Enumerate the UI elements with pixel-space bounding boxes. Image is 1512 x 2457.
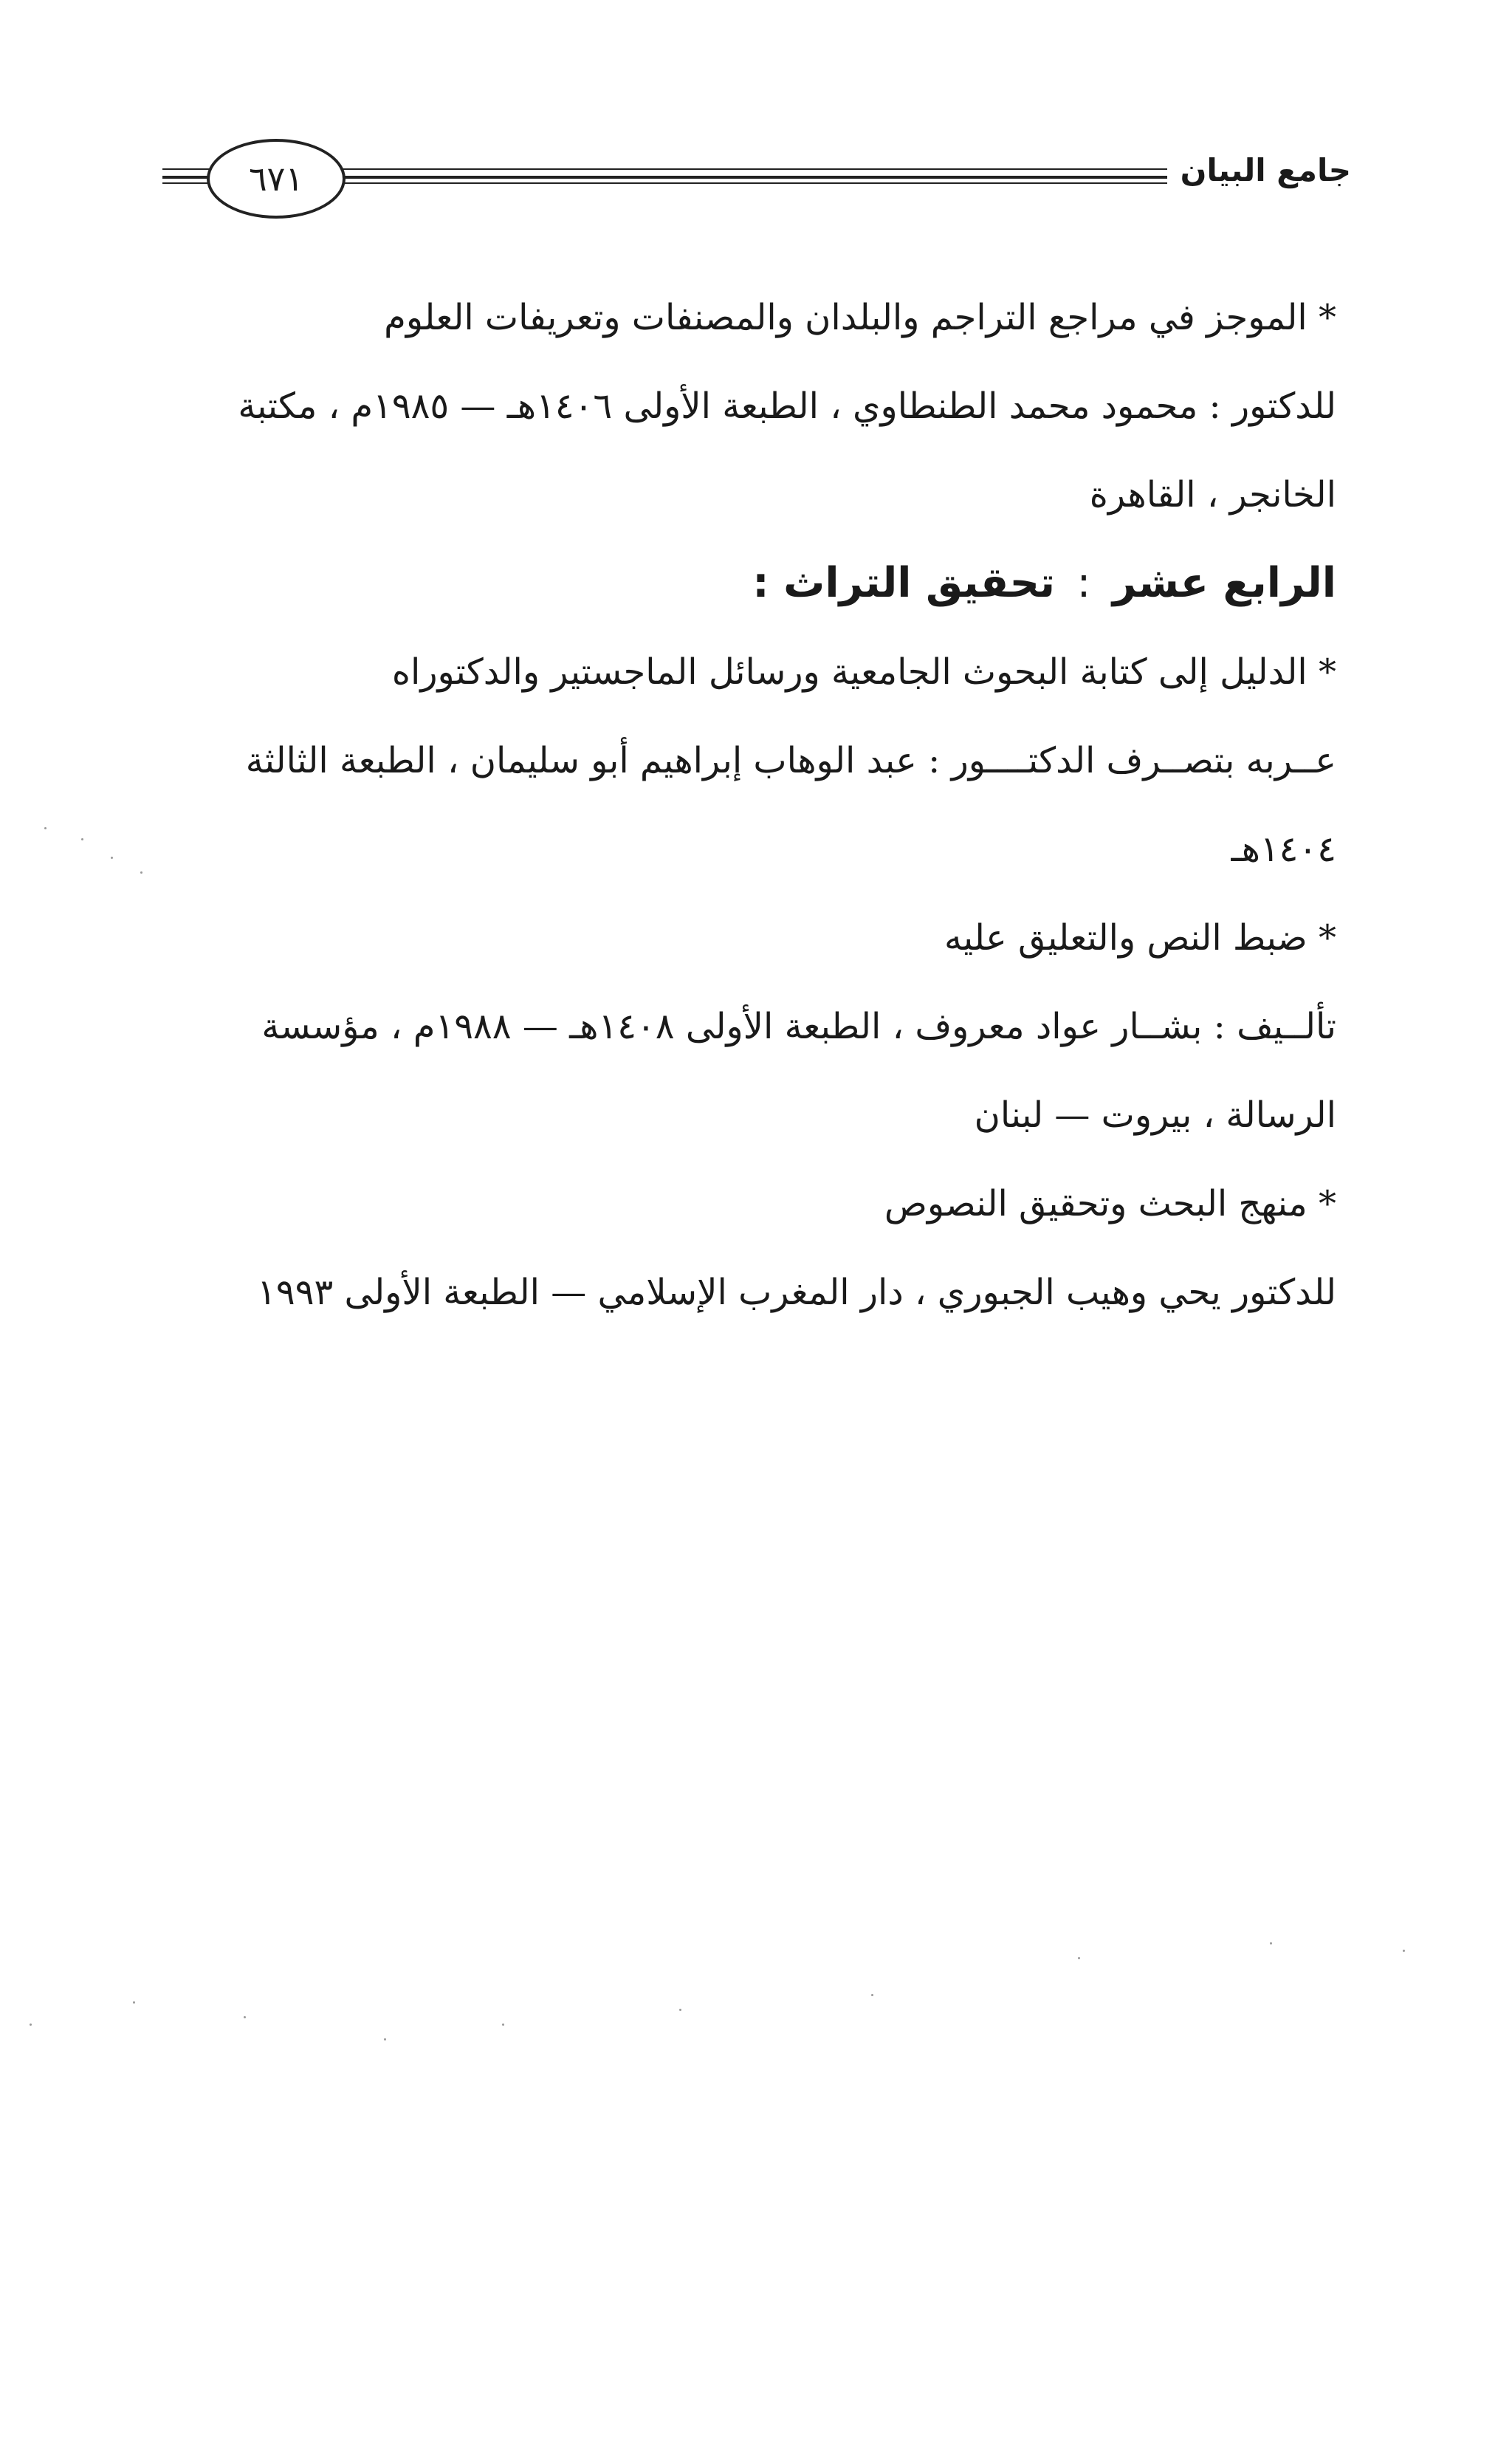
scan-speck [111,857,113,859]
entry-title: * الموجز في مراجع التراجم والبلدان والمصنفات وتعريفات العلوم [199,273,1336,362]
scan-speck [30,2023,32,2026]
section-number: الرابع عشر [1112,559,1336,607]
running-title: جامع البيان [1167,152,1351,188]
entry-detail: الخانجر ، القاهرة [1089,474,1336,515]
entry-detail: تألــيف : بشــار عواد معروف ، الطبعة الأولى ١٤٠٨هـ — ١٩٨٨م ، مؤسسة [261,1006,1336,1047]
page-header [162,133,1351,214]
scan-speck [1078,1957,1080,1959]
entry-detail: للدكتور : محمود محمد الطنطاوي ، الطبعة الأولى ١٤٠٦هـ — ١٩٨٥م ، مكتبة [238,385,1336,427]
section-title: تحقيق التراث : [752,559,1056,607]
scan-speck [384,2038,386,2040]
section-heading [199,539,1336,628]
page-content [199,273,1336,1337]
entry-title: * منهج البحث وتحقيق النصوص [199,1159,1336,1248]
scan-speck [81,838,83,840]
section-separator: : [1076,559,1091,607]
entry-detail: عــربه بتصــرف الدكتــــور : عبد الوهاب إبراهيم أبو سليمان ، الطبعة الثالثة [245,740,1336,781]
scan-speck [679,2009,681,2011]
scan-speck [502,2023,504,2026]
entry-title: * ضبط النص والتعليق عليه [199,894,1336,982]
scan-speck [244,2016,246,2018]
scan-speck [1403,1950,1405,1952]
scan-speck [871,1994,873,1996]
entry-title: * الدليل إلى كتابة البحوث الجامعية ورسائل الماجستير والدكتوراه [199,628,1336,716]
entry-detail: الرسالة ، بيروت — لبنان [974,1094,1336,1136]
scan-speck [44,827,47,829]
entry-detail: ١٤٠٤هـ [1231,829,1336,870]
scan-speck [133,2001,135,2004]
scan-speck [1270,1942,1272,1944]
scan-speck [140,871,142,874]
entry-detail: للدكتور يحي وهيب الجبوري ، دار المغرب الإسلامي — الطبعة الأولى ١٩٩٣ [257,1272,1336,1313]
page-number: ٦٧١ [207,139,346,219]
